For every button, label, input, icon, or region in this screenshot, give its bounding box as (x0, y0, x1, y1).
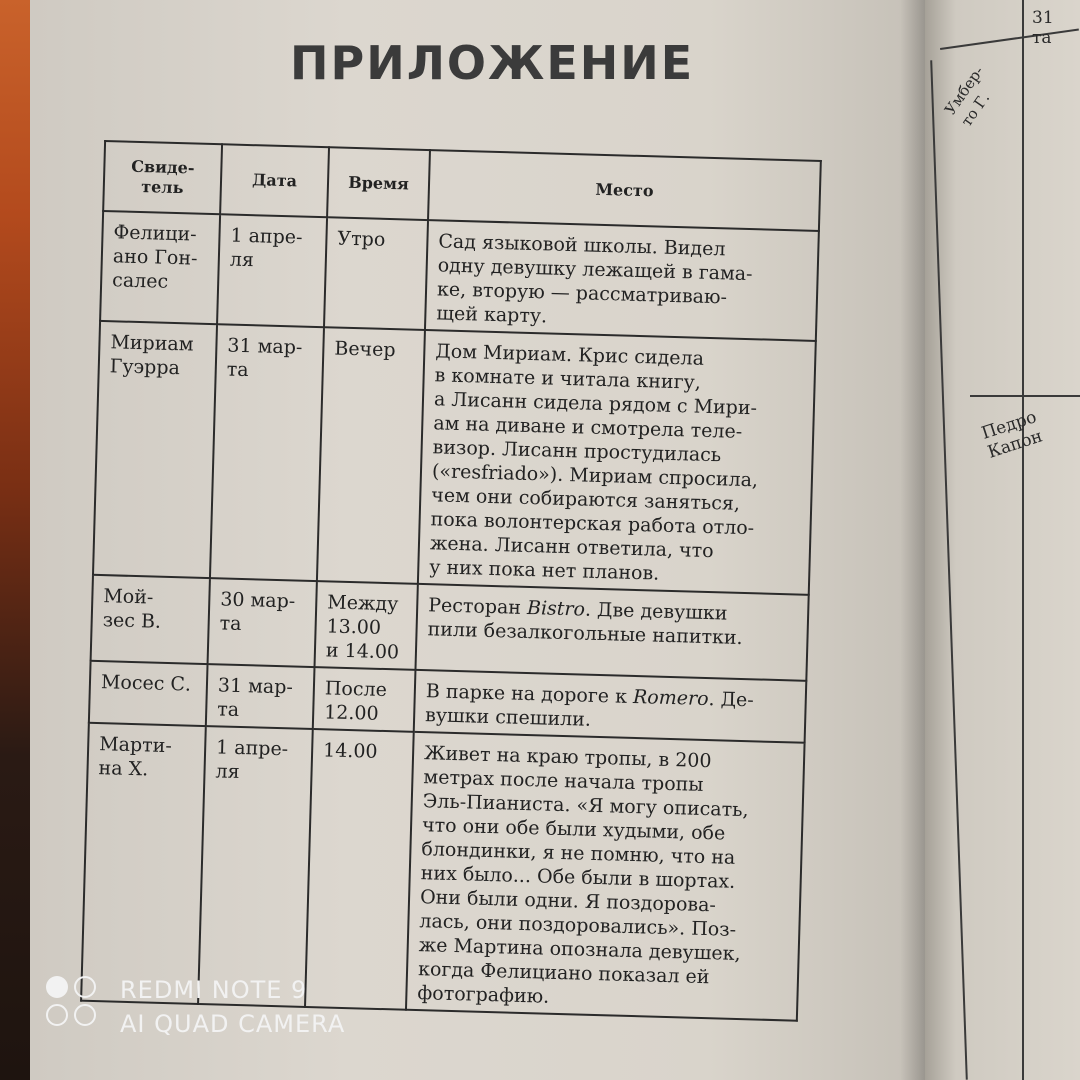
cell-time: 14.00 (305, 729, 414, 1010)
place-text-a: В парке на дороге к (425, 680, 634, 708)
cell-place: Дом Мириам. Крис сидела в комнате и читала книгу, а Лисанн сидела рядом с Мири- ам на диване и смотрела теле- визор. Лисанн простудилась («resfriado»). Мириам спросила, чем они собираются заняться, пока волонтерская работа отло- жена. Лисанн ответила, что у них пока нет планов. (418, 330, 816, 595)
cell-date: 1 апре- ля (217, 214, 327, 327)
place-text-b: . Де- вушки спешили. (424, 688, 755, 731)
cell-witness: Мосес С. (89, 661, 208, 726)
witness-table (80, 140, 822, 1022)
table-row (100, 211, 819, 341)
cell-witness: Мириам Гуэрра (93, 321, 217, 578)
cell-time: Между 13.00 и 14.00 (315, 581, 418, 670)
cell-place (415, 584, 808, 681)
header-time: Время (327, 147, 430, 220)
cell-witness: Фелици- ано Гон- салес (100, 211, 220, 324)
cell-place: Сад языковой школы. Видел одну девушку лежащей в гама- ке, вторую — рассматриваю- щей карту. (425, 220, 819, 341)
camera-logo-icon (46, 976, 102, 1032)
cell-date: 1 апре- ля (198, 726, 313, 1007)
right-page-table (940, 0, 1080, 1080)
table-row (93, 321, 816, 595)
place-text-b: . Две девушки пили безалкогольные напитки. (427, 598, 743, 649)
watermark-line-2: AI QUAD CAMERA (120, 1010, 346, 1038)
cell-time: Утро (324, 217, 428, 330)
cell-date: 31 мар- та (206, 664, 315, 729)
cell-date: 31 мар- та (210, 324, 324, 581)
camera-watermark (40, 968, 360, 1048)
right-page-witness-2: Педро Капон (979, 407, 1046, 463)
cell-time: Вечер (317, 327, 425, 584)
page-title: ПРИЛОЖЕНИЕ (290, 36, 695, 90)
header-place: Место (428, 150, 821, 231)
appendix-table-wrapper (79, 140, 822, 1060)
cell-time: После 12.00 (313, 667, 416, 732)
place-text-a: Ресторан (427, 594, 528, 619)
cell-place: Живет на краю тропы, в 200 метрах после начала тропы Эль-Пианиста. «Я могу описать, что они обе были худыми, обе блондинки, я не помню, что на них было... Обе были в шортах. Они были одни. Я поздорова- лась, они поздоровались». Поз- же Мартина опознала девушек, когда Фелициано показал ей фотографию. (406, 732, 805, 1021)
place-text-italic: Romero (632, 685, 709, 711)
place-text-italic: Bistro (526, 596, 586, 621)
watermark-line-1: REDMI NOTE 9 (120, 976, 308, 1004)
header-witness: Свиде- тель (103, 141, 222, 214)
cell-witness: Марти- на Х. (81, 723, 206, 1004)
cell-date: 30 мар- та (208, 578, 317, 667)
header-date: Дата (220, 144, 329, 217)
right-page-cell-top: 31 та (1032, 8, 1054, 48)
cell-witness: Мой- зес В. (91, 575, 210, 664)
right-page-witness-1: Умбер- то Г. (941, 62, 994, 130)
cell-place (414, 670, 807, 743)
